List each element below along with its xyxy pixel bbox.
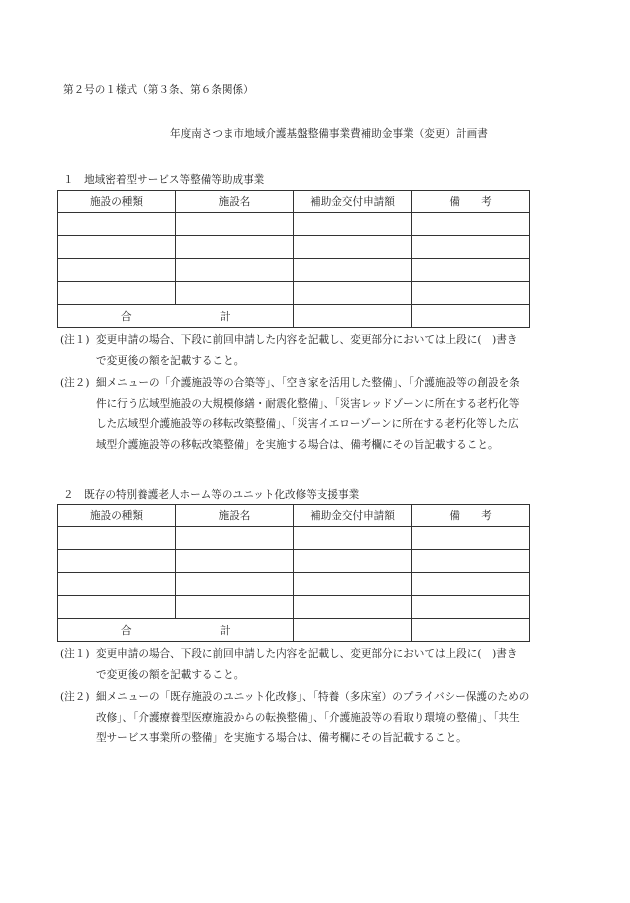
total-amount-cell[interactable]: [294, 619, 412, 642]
table-cell[interactable]: [294, 550, 412, 573]
form-number: 第２号の１様式（第３条、第６条関係）: [63, 84, 254, 96]
table-cell[interactable]: [412, 573, 530, 596]
note-label: (注２): [60, 691, 90, 703]
section-2-table: [57, 504, 530, 642]
table-cell[interactable]: [58, 550, 176, 573]
note-line: 細メニューの「介護施設等の合築等」、「空き家を活用した整備」、「介護施設等の創設を条: [96, 377, 520, 389]
section-2-notes: [60, 644, 583, 751]
note-line: で変更後の額を記載すること。: [96, 354, 245, 367]
table-cell[interactable]: [294, 236, 412, 259]
note: [60, 687, 583, 749]
table-cell[interactable]: [58, 527, 176, 550]
column-header: 施設名: [176, 505, 294, 527]
column-header: 備 考: [412, 191, 530, 213]
total-label-2: 計: [220, 625, 231, 637]
table-cell[interactable]: [58, 573, 176, 596]
total-amount-cell[interactable]: [294, 305, 412, 328]
table-row: [58, 596, 530, 619]
table-row: [58, 213, 530, 236]
table-cell[interactable]: [412, 259, 530, 282]
note-label: (注１): [60, 648, 90, 660]
total-row: [58, 619, 530, 642]
total-label-cell: [58, 305, 294, 328]
column-header: 施設の種類: [58, 505, 176, 527]
table-cell[interactable]: [412, 213, 530, 236]
note-line: 細メニューの「既存施設のユニット化改修」、「特養（多床室）のプライバシー保護のための: [96, 691, 530, 703]
note: [60, 373, 583, 455]
table-cell[interactable]: [176, 213, 294, 236]
table-row: [58, 527, 530, 550]
note-line: 変更申請の場合、下段に前回申請した内容を記載し、変更部分においては上段に( )書き: [96, 334, 518, 346]
table-cell[interactable]: [294, 259, 412, 282]
section-1-table: [57, 190, 530, 328]
note: [60, 330, 583, 371]
table-cell[interactable]: [412, 550, 530, 573]
table-cell[interactable]: [294, 573, 412, 596]
table-cell[interactable]: [176, 259, 294, 282]
note-line: で変更後の額を記載すること。: [96, 668, 245, 681]
table-cell[interactable]: [58, 259, 176, 282]
table-cell[interactable]: [176, 596, 294, 619]
column-header: 備 考: [412, 505, 530, 527]
section-1-title: １ 地域密着型サービス等整備等助成事業: [63, 174, 265, 186]
note-label: (注１): [60, 334, 90, 346]
table-row: [58, 259, 530, 282]
total-label-cell: [58, 619, 294, 642]
total-label-1: 合: [121, 625, 132, 637]
table-row: [58, 550, 530, 573]
table-cell[interactable]: [176, 282, 294, 305]
column-header: 補助金交付申請額: [294, 505, 412, 527]
column-header: 補助金交付申請額: [294, 191, 412, 213]
table-cell[interactable]: [294, 596, 412, 619]
column-header: 施設の種類: [58, 191, 176, 213]
note-line: 型サービス事業所の整備」を実施する場合は、備考欄にその旨記載すること。: [96, 732, 467, 744]
table-header-row: [58, 505, 530, 527]
table-cell[interactable]: [412, 282, 530, 305]
table-cell[interactable]: [412, 527, 530, 550]
table-cell[interactable]: [294, 282, 412, 305]
table-row: [58, 282, 530, 305]
note-line: 変更申請の場合、下段に前回申請した内容を記載し、変更部分においては上段に( )書き: [96, 648, 518, 660]
total-row: [58, 305, 530, 328]
total-label-1: 合: [121, 311, 132, 323]
table-cell[interactable]: [176, 527, 294, 550]
document-title: 年度南さつま市地域介護基盤整備事業費補助金事業（変更）計画書: [170, 128, 488, 140]
total-label-2: 計: [220, 311, 231, 323]
table-cell[interactable]: [58, 213, 176, 236]
table-cell[interactable]: [58, 596, 176, 619]
table-cell[interactable]: [176, 236, 294, 259]
note-line: した広域型介護施設等の移転改築整備」、「災害イエローゾーンに所在する老朽化等した広: [96, 418, 519, 430]
table-cell[interactable]: [176, 573, 294, 596]
table-row: [58, 236, 530, 259]
section-1-notes: [60, 330, 583, 457]
table-row: [58, 573, 530, 596]
note-line: 域型介護施設等の移転改築整備」を実施する場合は、備考欄にその旨記載すること。: [96, 438, 499, 451]
section-2-title: ２ 既存の特別養護老人ホーム等のユニット化改修等支援事業: [63, 489, 360, 501]
table-cell[interactable]: [58, 282, 176, 305]
total-remarks-cell[interactable]: [412, 619, 530, 642]
table-cell[interactable]: [412, 236, 530, 259]
note-label: (注２): [60, 377, 90, 389]
table-cell[interactable]: [58, 236, 176, 259]
table-header-row: [58, 191, 530, 213]
note-line: 改修」、「介護療養型医療施設からの転換整備」、「介護施設等の看取り環境の整備」、「共生: [96, 711, 520, 724]
total-remarks-cell[interactable]: [412, 305, 530, 328]
table-cell[interactable]: [412, 596, 530, 619]
table-cell[interactable]: [294, 527, 412, 550]
table-cell[interactable]: [294, 213, 412, 236]
note-line: 件に行う広域型施設の大規模修繕・耐震化整備」、「災害レッドゾーンに所在する老朽化等: [96, 397, 520, 410]
column-header: 施設名: [176, 191, 294, 213]
table-cell[interactable]: [176, 550, 294, 573]
note: [60, 644, 583, 685]
